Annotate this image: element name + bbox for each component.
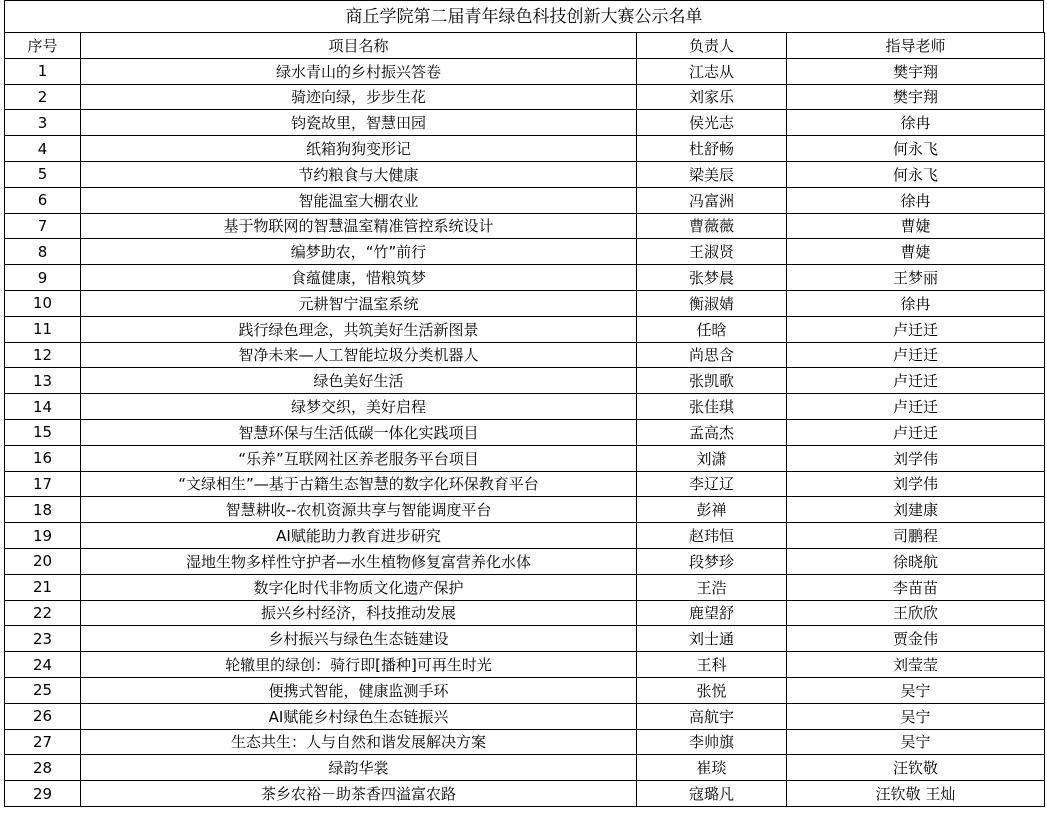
cell-project[interactable]: 智能温室大棚农业 [81, 187, 637, 213]
cell-project[interactable]: 元耕智宁温室系统 [81, 290, 637, 316]
table-row [5, 626, 1045, 652]
cell-leader[interactable]: 刘潇 [637, 445, 787, 471]
cell-tutor[interactable]: 吴宁 [787, 677, 1045, 703]
cell-tutor[interactable]: 贾金伟 [787, 626, 1045, 652]
cell-leader[interactable]: 刘家乐 [637, 84, 787, 110]
cell-tutor[interactable]: 何永飞 [787, 161, 1045, 187]
cell-leader[interactable]: 任晗 [637, 316, 787, 342]
cell-project[interactable]: 基于物联网的智慧温室精准管控系统设计 [81, 213, 637, 239]
cell-project[interactable]: 钧瓷故里，智慧田园 [81, 110, 637, 136]
cell-no[interactable]: 22 [5, 600, 81, 626]
cell-no[interactable]: 27 [5, 729, 81, 755]
cell-leader[interactable]: 江志从 [637, 58, 787, 84]
cell-no[interactable]: 13 [5, 368, 81, 394]
header-project[interactable]: 项目名称 [81, 33, 637, 59]
cell-tutor[interactable]: 王梦丽 [787, 265, 1045, 291]
cell-tutor[interactable]: 樊宇翔 [787, 58, 1045, 84]
cell-tutor[interactable]: 樊宇翔 [787, 84, 1045, 110]
table-row [5, 523, 1045, 549]
cell-no[interactable]: 29 [5, 781, 81, 807]
cell-tutor[interactable]: 卢迁迁 [787, 368, 1045, 394]
cell-project[interactable]: 湿地生物多样性守护者—水生植物修复富营养化水体 [81, 548, 637, 574]
cell-leader[interactable]: 曹薇薇 [637, 213, 787, 239]
cell-leader[interactable]: 张悦 [637, 677, 787, 703]
table-row [5, 84, 1045, 110]
cell-project[interactable]: 生态共生：人与自然和谐发展解决方案 [81, 729, 637, 755]
table-row [5, 394, 1045, 420]
table-row [5, 187, 1045, 213]
cell-no[interactable]: 23 [5, 626, 81, 652]
cell-project[interactable]: “文绿相生”—基于古籍生态智慧的数字化环保教育平台 [81, 471, 637, 497]
table-row [5, 548, 1045, 574]
table-row [5, 58, 1045, 84]
cell-tutor[interactable]: 何永飞 [787, 136, 1045, 162]
table-row [5, 110, 1045, 136]
cell-tutor[interactable]: 徐冉 [787, 187, 1045, 213]
cell-project[interactable]: 纸箱狗狗变形记 [81, 136, 637, 162]
table-row [5, 574, 1045, 600]
cell-tutor[interactable]: 吴宁 [787, 729, 1045, 755]
table-row [5, 290, 1045, 316]
cell-leader[interactable]: 王淑贤 [637, 239, 787, 265]
cell-project[interactable]: 便携式智能，健康监测手环 [81, 677, 637, 703]
table-row [5, 781, 1045, 807]
cell-no[interactable]: 16 [5, 445, 81, 471]
cell-project[interactable]: 轮辙里的绿创：骑行即[播种]可再生时光 [81, 652, 637, 678]
table-body [5, 58, 1045, 806]
table-row [5, 652, 1045, 678]
cell-no[interactable]: 26 [5, 703, 81, 729]
cell-project[interactable]: 茶乡农裕－助茶香四溢富农路 [81, 781, 637, 807]
cell-leader[interactable]: 王浩 [637, 574, 787, 600]
cell-tutor[interactable]: 卢迁迁 [787, 394, 1045, 420]
cell-tutor[interactable]: 刘学伟 [787, 445, 1045, 471]
cell-tutor[interactable]: 曹婕 [787, 239, 1045, 265]
cell-project[interactable]: 数字化时代非物质文化遗产保护 [81, 574, 637, 600]
table-row [5, 316, 1045, 342]
cell-no[interactable]: 7 [5, 213, 81, 239]
cell-leader[interactable]: 孟高杰 [637, 419, 787, 445]
cell-leader[interactable]: 李帅旗 [637, 729, 787, 755]
cell-leader[interactable]: 李辽辽 [637, 471, 787, 497]
cell-project[interactable]: 智慧耕收--农机资源共享与智能调度平台 [81, 497, 637, 523]
cell-no[interactable]: 21 [5, 574, 81, 600]
header-tutor[interactable]: 指导老师 [787, 33, 1045, 59]
cell-leader[interactable]: 尚思含 [637, 342, 787, 368]
cell-project[interactable]: 智慧环保与生活低碳一体化实践项目 [81, 419, 637, 445]
cell-tutor[interactable]: 卢迁迁 [787, 342, 1045, 368]
cell-tutor[interactable]: 王欣欣 [787, 600, 1045, 626]
cell-no[interactable]: 10 [5, 290, 81, 316]
table-row [5, 497, 1045, 523]
cell-project[interactable]: 绿梦交织，美好启程 [81, 394, 637, 420]
cell-no[interactable]: 6 [5, 187, 81, 213]
cell-leader[interactable]: 赵玮恒 [637, 523, 787, 549]
cell-tutor[interactable]: 汪钦敬 王灿 [787, 781, 1045, 807]
table-row [5, 136, 1045, 162]
cell-no[interactable]: 20 [5, 548, 81, 574]
table-row [5, 677, 1045, 703]
table-row [5, 445, 1045, 471]
table-row [5, 703, 1045, 729]
table-row [5, 265, 1045, 291]
cell-tutor[interactable]: 卢迁迁 [787, 419, 1045, 445]
cell-project[interactable]: 乡村振兴与绿色生态链建设 [81, 626, 637, 652]
cell-tutor[interactable]: 徐冉 [787, 110, 1045, 136]
cell-no[interactable]: 8 [5, 239, 81, 265]
cell-project[interactable]: 食蕴健康，惜粮筑梦 [81, 265, 637, 291]
cell-project[interactable]: 绿韵华裳 [81, 755, 637, 781]
cell-leader[interactable]: 寇璐凡 [637, 781, 787, 807]
cell-project[interactable]: 振兴乡村经济，科技推动发展 [81, 600, 637, 626]
cell-no[interactable]: 18 [5, 497, 81, 523]
cell-leader[interactable]: 鹿望舒 [637, 600, 787, 626]
cell-leader[interactable]: 高航宇 [637, 703, 787, 729]
table-row [5, 161, 1045, 187]
cell-leader[interactable]: 王科 [637, 652, 787, 678]
cell-leader[interactable]: 衡淑婧 [637, 290, 787, 316]
table-row [5, 729, 1045, 755]
table-row [5, 600, 1045, 626]
cell-leader[interactable]: 段梦珍 [637, 548, 787, 574]
cell-no[interactable]: 28 [5, 755, 81, 781]
cell-tutor[interactable]: 徐晓航 [787, 548, 1045, 574]
table-row [5, 471, 1045, 497]
cell-tutor[interactable]: 刘建康 [787, 497, 1045, 523]
cell-tutor[interactable]: 吴宁 [787, 703, 1045, 729]
cell-tutor[interactable]: 徐冉 [787, 290, 1045, 316]
cell-tutor[interactable]: 刘莹莹 [787, 652, 1045, 678]
cell-project[interactable]: 践行绿色理念，共筑美好生活新图景 [81, 316, 637, 342]
cell-leader[interactable]: 张梦晨 [637, 265, 787, 291]
cell-leader[interactable]: 杜舒畅 [637, 136, 787, 162]
cell-no[interactable]: 1 [5, 58, 81, 84]
cell-leader[interactable]: 冯富洲 [637, 187, 787, 213]
cell-no[interactable]: 24 [5, 652, 81, 678]
cell-tutor[interactable]: 曹婕 [787, 213, 1045, 239]
table-row [5, 368, 1045, 394]
sheet-title: 商丘学院第二届青年绿色科技创新大赛公示名单 [4, 0, 1044, 32]
table-row [5, 239, 1045, 265]
spreadsheet [4, 0, 1044, 807]
cell-tutor[interactable]: 刘学伟 [787, 471, 1045, 497]
cell-no[interactable]: 15 [5, 419, 81, 445]
cell-project[interactable]: 绿水青山的乡村振兴答卷 [81, 58, 637, 84]
header-leader[interactable]: 负责人 [637, 33, 787, 59]
cell-no[interactable]: 9 [5, 265, 81, 291]
cell-no[interactable]: 17 [5, 471, 81, 497]
cell-leader[interactable]: 崔琰 [637, 755, 787, 781]
cell-leader[interactable]: 梁美辰 [637, 161, 787, 187]
results-table [4, 32, 1045, 807]
cell-leader[interactable]: 侯光志 [637, 110, 787, 136]
cell-no[interactable]: 4 [5, 136, 81, 162]
table-row [5, 342, 1045, 368]
table-row [5, 419, 1045, 445]
header-no[interactable]: 序号 [5, 33, 81, 59]
cell-tutor[interactable]: 司鹏程 [787, 523, 1045, 549]
cell-project[interactable]: 智净未来—人工智能垃圾分类机器人 [81, 342, 637, 368]
cell-no[interactable]: 3 [5, 110, 81, 136]
cell-project[interactable]: AI赋能乡村绿色生态链振兴 [81, 703, 637, 729]
cell-tutor[interactable]: 卢迁迁 [787, 316, 1045, 342]
cell-project[interactable]: 编梦助农，“竹”前行 [81, 239, 637, 265]
cell-no[interactable]: 2 [5, 84, 81, 110]
cell-project[interactable]: 绿色美好生活 [81, 368, 637, 394]
cell-leader[interactable]: 张佳琪 [637, 394, 787, 420]
cell-project[interactable]: AI赋能助力教育进步研究 [81, 523, 637, 549]
cell-tutor[interactable]: 李苗苗 [787, 574, 1045, 600]
cell-leader[interactable]: 刘士通 [637, 626, 787, 652]
cell-leader[interactable]: 张凯歌 [637, 368, 787, 394]
cell-no[interactable]: 5 [5, 161, 81, 187]
cell-no[interactable]: 11 [5, 316, 81, 342]
cell-no[interactable]: 19 [5, 523, 81, 549]
cell-no[interactable]: 14 [5, 394, 81, 420]
header-row [5, 33, 1045, 59]
table-row [5, 755, 1045, 781]
cell-no[interactable]: 12 [5, 342, 81, 368]
cell-project[interactable]: 节约粮食与大健康 [81, 161, 637, 187]
cell-project[interactable]: “乐养”互联网社区养老服务平台项目 [81, 445, 637, 471]
cell-project[interactable]: 骑迹向绿，步步生花 [81, 84, 637, 110]
cell-no[interactable]: 25 [5, 677, 81, 703]
cell-tutor[interactable]: 汪钦敬 [787, 755, 1045, 781]
cell-leader[interactable]: 彭禅 [637, 497, 787, 523]
table-row [5, 213, 1045, 239]
